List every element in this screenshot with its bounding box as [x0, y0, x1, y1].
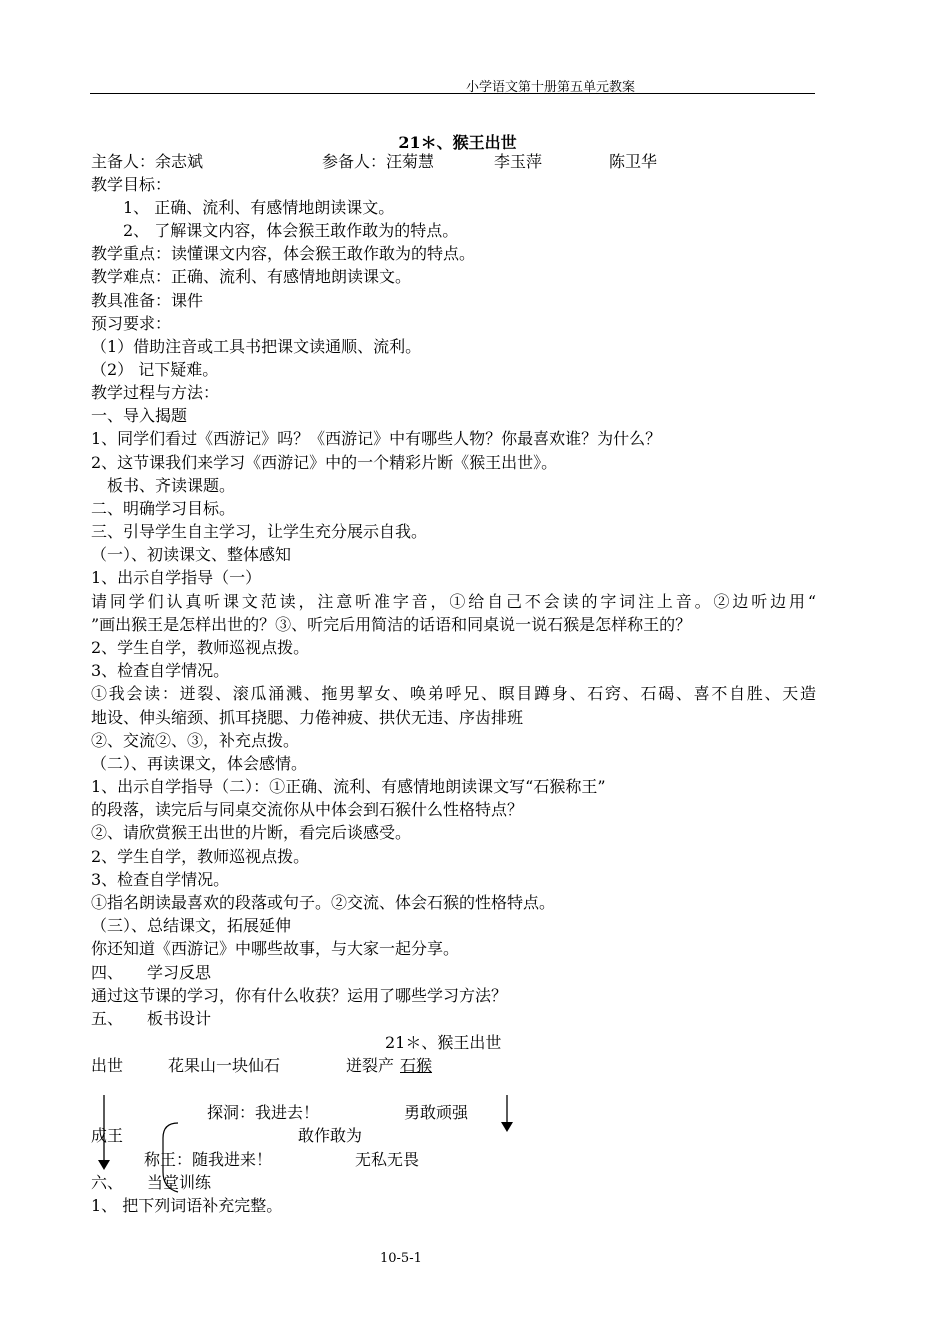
body-line: 预习要求：	[91, 314, 172, 333]
body-line: 1、出示自学指导（一）	[91, 568, 262, 587]
page-number: 10-5-1	[380, 1251, 422, 1266]
body-line: 请同学们认真听课文范读，注意听准字音，①给自己不会读的字词注上音。②边听边用“	[91, 592, 816, 611]
body-line: 教学目标：	[91, 175, 172, 194]
body-line: 你还知道《西游记》中哪些故事，与大家一起分享。	[91, 939, 460, 958]
body-line: ①指名朗读最喜欢的段落或句子。②交流、体会石猴的性格特点。	[91, 893, 556, 912]
body-line: 二、明确学习目标。	[91, 499, 236, 518]
board-text: 迸裂产	[346, 1056, 395, 1075]
body-line: 3、检查自学情况。	[91, 870, 230, 889]
brace-icon	[163, 1123, 178, 1192]
body-line: 的段落，读完后与同桌交流你从中体会到石猴什么性格特点？	[91, 800, 524, 819]
board-text: 花果山一块仙石	[168, 1056, 281, 1075]
body-line: 2、学生自学，教师巡视点拨。	[91, 847, 310, 866]
body-line: 2、 了解课文内容，体会猴王敢作敢为的特点。	[123, 221, 459, 240]
body-line: 三、引导学生自主学习，让学生充分展示自我。	[91, 522, 428, 541]
body-line: 教学重点：读懂课文内容，体会猴王敢作敢为的特点。	[91, 244, 476, 263]
body-line: （1）借助注音或工具书把课文读通顺、流利。	[91, 337, 422, 356]
body-line: ②、交流②、③，补充点拨。	[91, 731, 300, 750]
body-line: 教具准备：课件	[91, 291, 204, 310]
board-text: 探洞：我进去！	[207, 1103, 320, 1122]
board-text: 石猴	[400, 1056, 433, 1075]
board-text: 无私无畏	[355, 1150, 420, 1169]
body-line: ①我会读：迸裂、滚瓜涌溅、拖男挈女、唤弟呼兄、瞑目蹲身、石窍、石碣、喜不自胜、天造	[91, 684, 816, 703]
body-line: （三）、总结课文，拓展延伸	[91, 916, 292, 935]
assistant-preparer-2: 李玉萍	[494, 152, 543, 171]
body-line: 四、 学习反思	[91, 963, 212, 982]
body-line: （一）、初读课文、整体感知	[91, 545, 292, 564]
body-line: 通过这节课的学习，你有什么收获？运用了哪些学习方法？	[91, 986, 508, 1005]
assistant-preparer-3: 陈卫华	[609, 152, 658, 171]
body-line: 教学难点：正确、流利、有感情地朗读课文。	[91, 267, 412, 286]
body-line: 1、出示自学指导（二）：①正确、流利、有感情地朗读课文写“石猴称王”	[91, 777, 606, 796]
body-line: 五、 板书设计	[91, 1009, 212, 1028]
body-line: 1、 把下列词语补充完整。	[91, 1196, 283, 1215]
board-text: 称王：随我进来！	[144, 1150, 273, 1169]
body-line: ”画出猴王是怎样出世的？③、听完后用简洁的话语和同桌说一说石猴是怎样称王的？	[91, 615, 692, 634]
main-preparer: 主备人：余志斌	[91, 152, 204, 171]
body-line: （二）、再读课文，体会感情。	[91, 754, 308, 773]
down-arrow-icon	[98, 1095, 110, 1170]
lesson-title: 21＊、猴王出世	[398, 133, 517, 152]
body-line: 地设、伸头缩颈、抓耳挠腮、力倦神疲、拱伏无违、序齿排班	[91, 708, 524, 727]
body-line: ②、请欣赏猴王出世的片断，看完后谈感受。	[91, 823, 412, 842]
body-line: 六、 当堂训练	[91, 1173, 212, 1192]
assistant-preparer: 参备人：汪菊慧	[322, 152, 435, 171]
body-line: 1、 正确、流利、有感情地朗读课文。	[123, 198, 395, 217]
body-line: 3、检查自学情况。	[91, 661, 230, 680]
board-text: 勇敢顽强	[404, 1103, 469, 1122]
board-text: 敢作敢为	[298, 1126, 363, 1145]
body-line: 教学过程与方法：	[91, 383, 220, 402]
body-line: 1、同学们看过《西游记》吗？《西游记》中有哪些人物？你最喜欢谁？为什么？	[91, 429, 662, 448]
body-line: 板书、齐读课题。	[107, 476, 236, 495]
board-text: 出世	[91, 1056, 124, 1075]
board-text: 成王	[91, 1126, 124, 1145]
body-line: 2、这节课我们来学习《西游记》中的一个精彩片断《猴王出世》。	[91, 453, 558, 472]
board-title: 21＊、猴王出世	[385, 1033, 502, 1052]
down-arrow-icon	[501, 1095, 513, 1132]
page-header: 小学语文第十册第五单元教案	[466, 80, 636, 95]
body-line: 一、导入揭题	[91, 406, 188, 425]
body-line: 2、学生自学，教师巡视点拨。	[91, 638, 310, 657]
body-line: （2） 记下疑难。	[91, 360, 219, 379]
